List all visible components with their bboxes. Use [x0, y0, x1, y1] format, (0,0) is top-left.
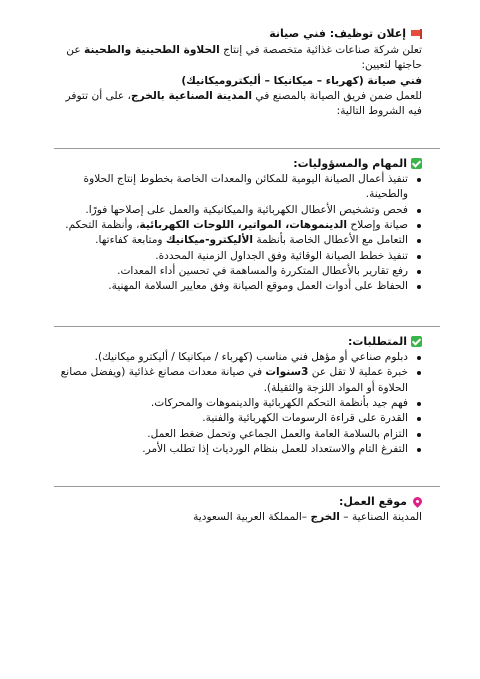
list-item-text: في صيانة معدات مصانع غذائية (ويفضل مصانع الحلاوة أو المواد اللزجة والثقيلة). — [60, 366, 408, 394]
list-item-text: تنفيذ أعمال الصيانة اليومية للمكائن والمعدات الخاصة بخطوط إنتاج الحلاوة والطحينة. — [83, 172, 408, 201]
post-title — [54, 26, 422, 42]
post-title-text: إعلان توظيف: فني صيانة — [269, 27, 406, 40]
requirements-list — [54, 350, 422, 458]
list-item-text: 3سنوات — [265, 366, 309, 379]
list-item — [54, 442, 408, 457]
list-item — [54, 365, 408, 396]
divider-1 — [54, 148, 440, 149]
list-item-text: خبرة عملية لا تقل عن — [308, 366, 408, 379]
check-mark-icon — [411, 158, 422, 169]
list-item — [54, 396, 408, 411]
check-mark-icon — [411, 336, 422, 347]
location-text: المدينة الصناعية – الخرج –المملكة العربية السعودية — [193, 510, 422, 523]
divider-2 — [54, 326, 440, 327]
list-item — [54, 172, 408, 203]
list-item — [54, 427, 408, 442]
job-title-line: فني صيانة (كهرباء – ميكانيكا – أليكتروميكانيك) — [181, 74, 422, 87]
list-item-text: فهم جيد بأنظمة التحكم الكهربائية والدينموهات والمحركات. — [150, 397, 408, 410]
list-item — [54, 411, 408, 426]
divider-3 — [54, 486, 440, 487]
list-item — [54, 264, 408, 279]
requirements-heading: المتطلبات: — [54, 334, 422, 350]
list-item-text: الدينموهات، المواتير، اللوحات الكهربائية — [139, 219, 347, 232]
list-item-text: الأليكترو-ميكانيك — [165, 234, 253, 247]
requirements-section — [54, 334, 422, 457]
list-item-text: رفع تقارير بالأعطال المتكررة والمساهمة في تحسين أداء المعدات. — [117, 265, 408, 278]
list-item — [54, 249, 408, 264]
list-item-text: التعامل مع الأعطال الخاصة بأنظمة — [252, 234, 408, 247]
list-item — [54, 233, 408, 248]
list-item — [54, 279, 408, 294]
duties-list — [54, 172, 422, 295]
location-pin-icon — [411, 496, 424, 509]
intro-line: تعلن شركة صناعات غذائية متخصصة في إنتاج الحلاوة الطحينية والطحينة عن حاجتها لتعيين: — [66, 43, 422, 72]
location-intro-line: للعمل ضمن فريق الصيانة بالمصنع في المدينة الصناعية بالخرج، على أن تتوفر فيه الشروط التالية: — [65, 90, 422, 118]
location-heading: موقع العمل: — [54, 494, 422, 510]
list-item-text: القدرة على قراءة الرسومات الكهربائية والفنية. — [202, 412, 408, 425]
location-section — [54, 494, 422, 525]
list-item-text: فحص وتشخيص الأعطال الكهربائية والميكانيكية والعمل على إصلاحها فورًا. — [85, 203, 408, 216]
list-item-text: الحفاظ على أدوات العمل وموقع الصيانة وفق معايير السلامة المهنية. — [108, 280, 408, 293]
list-item — [54, 218, 408, 233]
list-item-text: ومتابعة كفاءتها. — [95, 234, 166, 247]
red-flag-icon — [410, 29, 422, 39]
list-item-text: التفرغ التام والاستعداد للعمل بنظام الورديات إذا تطلب الأمر. — [142, 443, 408, 456]
list-item-text: تنفيذ خطط الصيانة الوقائية وفق الجداول الزمنية المحددة. — [155, 249, 408, 262]
intro-section — [54, 26, 422, 120]
duties-heading: المهام والمسؤوليات: — [54, 156, 422, 172]
list-item — [54, 203, 408, 218]
list-item-text: دبلوم صناعي أو مؤهل فني مناسب (كهرباء / ميكانيكا / أليكترو ميكانيك). — [94, 350, 408, 363]
list-item-text: صيانة وإصلاح — [347, 219, 408, 232]
list-item — [54, 350, 408, 365]
list-item-text: التزام بالسلامة العامة والعمل الجماعي وتحمل ضغط العمل. — [147, 427, 408, 440]
duties-section — [54, 156, 422, 295]
list-item-text: ، وأنظمة التحكم. — [65, 219, 140, 232]
